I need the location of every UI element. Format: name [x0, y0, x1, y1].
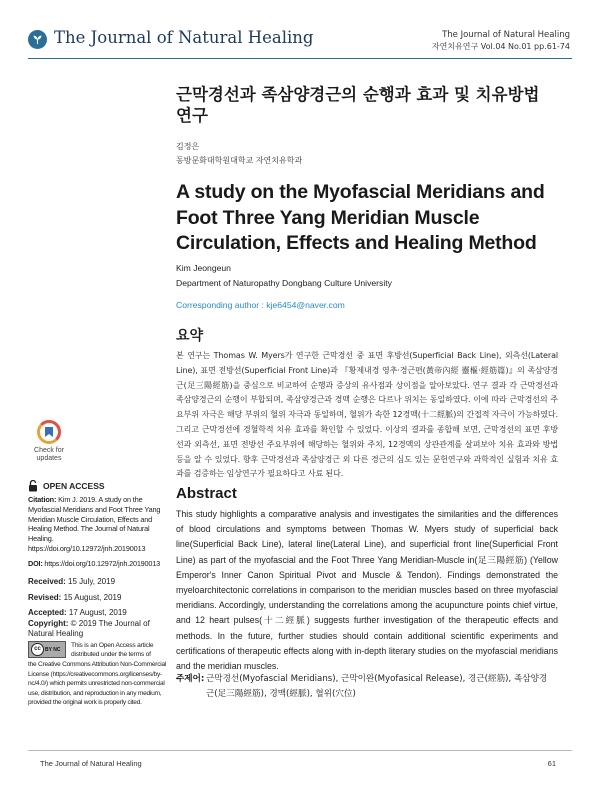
korean-affiliation: 동방문화대학원대학교 자연치유학과	[176, 156, 303, 165]
copyright-text: © 2019 The Journal of Natural Healing	[28, 619, 150, 638]
journal-logo-icon	[28, 30, 47, 49]
english-title: A study on the Myofascial Meridians and Foot Three Yang Meridian Muscle Circulation, Effects and Healing Method	[176, 181, 545, 254]
license-text-intro: This is an Open Access article distributed under the terms of	[71, 642, 154, 659]
page-number: 61	[547, 759, 556, 768]
footer-divider	[28, 750, 572, 751]
copyright-block	[28, 619, 168, 639]
cc-license-badge[interactable]	[28, 641, 66, 658]
revised-date	[28, 590, 168, 606]
doi-link[interactable]: https://doi.org/10.12972/jnh.20190013	[42, 559, 160, 568]
copyright-label: Copyright:	[28, 619, 69, 628]
english-abstract-heading: Abstract	[176, 485, 237, 502]
journal-name: The Journal of Natural Healing	[54, 28, 314, 47]
revised-value: 15 August, 2019	[61, 592, 122, 602]
korean-abstract-heading: 요약	[176, 328, 204, 344]
keywords-text: 근막경선(Myofascial Meridians), 근막이완(Myofasical Release), 경근(經筋), 족삼양경근(足三陽經筋), 경맥(經脈), 혈위(穴位)	[206, 674, 548, 699]
accepted-label: Accepted:	[28, 608, 67, 618]
header-journal-info	[432, 29, 570, 53]
check-updates-label: Check for updates	[34, 447, 64, 462]
footer-journal-name: The Journal of Natural Healing	[40, 759, 142, 768]
keywords-label: 주제어:	[176, 674, 205, 684]
accepted-value: 17 August, 2019	[66, 608, 127, 618]
citation-text: Kim J. 2019. A study on the Myofascial Meridians and Foot Three Yang Meridian Muscle Circulation, Effects and Healing Method. The Journal of Natural Healing. https://doi.org/10.12972/jnh.20190013	[28, 495, 161, 553]
article-dates	[28, 574, 168, 621]
open-access-badge	[28, 480, 105, 492]
corresponding-author-link[interactable]: Corresponding author : kje6454@naver.com	[176, 300, 345, 310]
korean-abstract-text: 본 연구는 Thomas W. Myers가 연구한 근막경선 중 표면 후방선(Superficial Back Line), 외측선(Lateral Line), 표면 전방선(Superficial Front Line)과 『황제내경 영추·경근편(黃帝內經 靈樞·經筋篇)』의 족삼양경근(足三陽經筋)을 중심으로 비교하여 순행과 증상의 유사점과 상이점을 알아보았다. 연구 결과 각 근막경선과 족삼양경근의 순행이 부합되며, 족삼양경근과 경맥 순행은 다르나 위치는 동일하였다. 이에 따라 근막경선의 주요부위 자극은 해당 부위의 혈위 자극과 동일하며, 혈위가 속한 12경맥(十二經脈)의 간접적 자극이 가능하였다. 그리고 근막경선에 경혈학적 치유 효과를 확인할 수 있었다. 이상의 결과를 종합해 보면, 근막경선의 표면 후방선과 외측선, 표면 전방선 주요부위에 해당하는 혈위와 주치, 12경맥의 상관관계를 살펴보아 치유 효과와 방법 등을 알 수 있었다. 향후 근막경선과 족삼양경근 외 다른 경근의 심도 있는 문헌연구와 과학적인 실험과 치유 효과를 검증하는 임상연구가 필요하다고 사료 된다.	[176, 351, 558, 479]
cc-badge-text: BY NC	[45, 646, 61, 653]
english-affiliation: Department of Naturopathy Dongbang Culture University	[176, 278, 392, 288]
revised-label: Revised:	[28, 592, 62, 602]
open-lock-icon	[28, 480, 38, 492]
doi-label: DOI:	[28, 559, 43, 568]
received-date	[28, 574, 168, 590]
header-volume-info: 자연치유연구 Vol.04 No.01 pp.61-74	[431, 42, 570, 51]
check-for-updates-button[interactable]	[30, 420, 68, 463]
received-label: Received:	[28, 577, 66, 586]
bookmark-icon	[45, 427, 53, 437]
korean-author: 김정은	[176, 142, 200, 151]
english-abstract-text: This study highlights a comparative analysis and investigates the similarities and the differences of blood circulations and symptoms between Thomas W. Myers study of superficial back line(Superficial Back Line), lateral line(Lateral Line), and superficial front line(Superficial Front Line) as part of the myofascial and the Foot Three Yang Meridian-Muscle in(足三陽經筋) (Yellow Emperor's Inner Canon Spiritual Pivot and Muscle & Tendon). Findings demonstrated the myeloarchitectonic correlations in comparison to the meridian muscles based on three myofascial meridians. Accordingly, understanding the correlations among the acupuncture points chief virtue, and 12 heart pulses(十二經脈) suggests further investigation of the therapeutic effects and methods. In the future, further studies should contain additional scientific experiments and certifications of therapeutic effects along with in-depth literary studies on the myofascial meridians and the meridian muscles.	[176, 509, 558, 672]
header-divider	[28, 58, 572, 59]
open-access-label: OPEN ACCESS	[43, 481, 105, 491]
received-value: 15 July, 2019	[65, 577, 116, 586]
cc-icon: cc	[31, 643, 44, 656]
korean-title: 근막경선과 족삼양경근의 순행과 효과 및 치유방법 연구	[176, 85, 540, 125]
doi-block	[28, 559, 168, 569]
header-journal-title: The Journal of Natural Healing	[442, 30, 570, 40]
citation-label: Citation:	[28, 495, 57, 504]
check-updates-icon	[37, 420, 61, 444]
sprout-icon	[31, 33, 44, 46]
license-text-body: the Creative Commons Attribution Non-Commercial License (https://creativecommons.org/licenses/by-nc/4.0/) which permits unrestricted non-commercial use, distribution, and reproduction in any medium, provided the original work is properly cited.	[28, 661, 167, 706]
citation-block	[28, 495, 168, 554]
english-author: Kim Jeongeun	[176, 263, 231, 273]
